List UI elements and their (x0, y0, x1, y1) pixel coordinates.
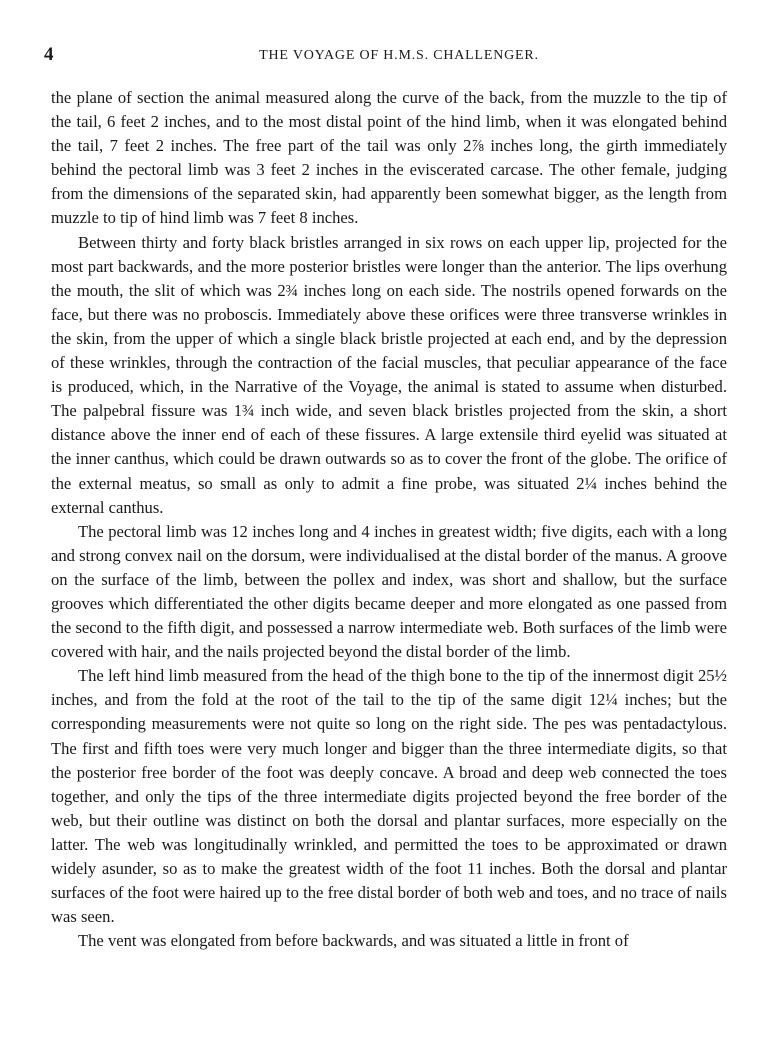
paragraph-vent: The vent was elongated from before backwards, and was situated a little in front of (78, 931, 629, 951)
body-text (51, 86, 727, 953)
paragraph-hind-limb: The left hind limb measured from the head of the thigh bone to the tip of the innermost digit 25½ inches, and from the fold at the root of the tail to the tip of the same digit 12¼ inches; but the corresponding measurements were not quite so long on the right side. The pes was pentadactylous. The first and fifth toes were very much longer and bigger than the three intermediate digits, so that the posterior free border of the foot was deeply concave. A broad and deep web connected the toes together, and only the tips of the three intermediate digits projected beyond the free border of the web, but their outline was distinct on both the dorsal and plantar surfaces, more especially on the latter. The web was longitudinally wrinkled, and permitted the toes to be approximated or drawn widely asunder, so as to make the greatest width of the foot 11 inches. Both the dorsal and plantar surfaces of the foot were haired up to the free distal border of both web and toes, and no trace of nails was seen. (51, 666, 727, 927)
page-number: 4 (44, 44, 54, 65)
paragraph-pectoral-limb: The pectoral limb was 12 inches long and 4 inches in greatest width; five digits, each with a long and strong convex nail on the dorsum, were individualised at the distal border of the manus. A groove on the surface of the limb, between the pollex and index, was short and shallow, but the surface grooves which differentiated the other digits became deeper and more elongated as one passed from the second to the fifth digit, and possessed a narrow intermediate web. Both surfaces of the limb were covered with hair, and the nails projected beyond the distal border of the limb. (51, 521, 727, 662)
running-title: THE VOYAGE OF H.M.S. CHALLENGER. (259, 48, 539, 63)
paragraph-bristles: Between thirty and forty black bristles arranged in six rows on each upper lip, projected for the most part backwards, and the more posterior bristles were longer than the anterior. The lips overhung the mouth, the slit of which was 2¾ inches long on each side. The nostrils opened forwards on the face, but there was no proboscis. Immediately above these orifices were three transverse wrinkles in the skin, from the upper of which a single black bristle projected at each end, and by the depression of these wrinkles, through the contraction of the facial muscles, that peculiar appearance of the face is produced, which, in the Narrative of the Voyage, the animal is stated to assume when disturbed. The palpebral fissure was 1¾ inch wide, and seven black bristles projected from the skin, a short distance above the inner end of each of these fissures. A large extensile third eyelid was situated at the inner canthus, which could be drawn outwards so as to cover the front of the globe. The orifice of the external meatus, so small as only to admit a fine probe, was situated 2¼ inches behind the external canthus. (51, 232, 727, 517)
running-head (44, 44, 734, 74)
paragraph-continuation: the plane of section the animal measured along the curve of the back, from the muzzle to the tip of the tail, 6 feet 2 inches, and to the most distal point of the hind limb, when it was elongated behind the tail, 7 feet 2 inches. The free part of the tail was only 2⅞ inches long, the girth immediately behind the pectoral limb was 3 feet 2 inches in the eviscerated carcase. The other female, judging from the dimensions of the separated skin, had apparently been somewhat bigger, as the length from muzzle to tip of hind limb was 7 feet 8 inches. (51, 88, 727, 228)
